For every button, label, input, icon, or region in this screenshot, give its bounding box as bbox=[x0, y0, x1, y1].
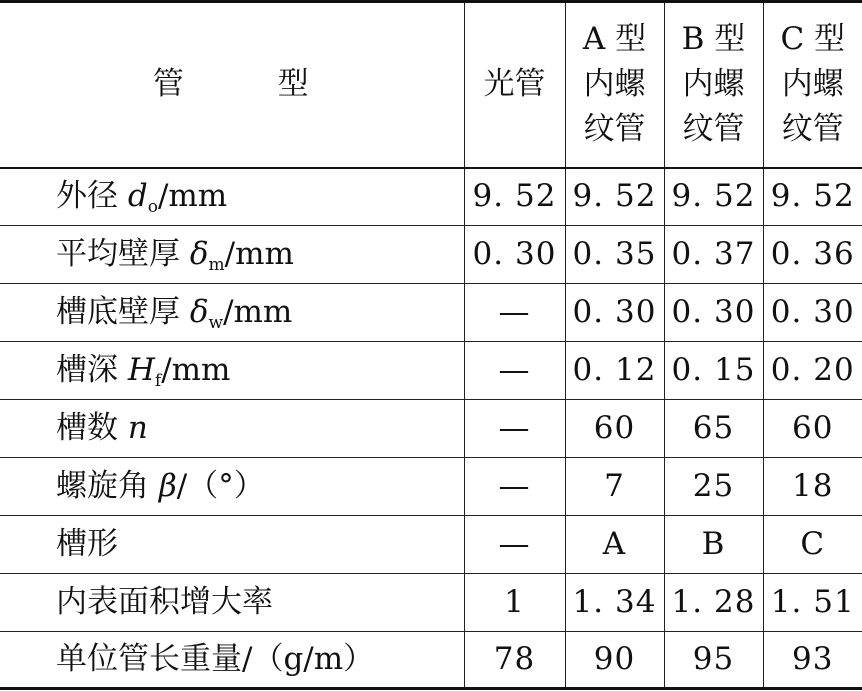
table-row bbox=[0, 284, 862, 342]
cell-type-a: 0. 35 bbox=[565, 226, 664, 284]
cell-smooth: 1 bbox=[464, 574, 565, 632]
cell-smooth: — bbox=[464, 400, 565, 458]
label-unit: /mm bbox=[161, 352, 231, 388]
header-type-c-line3: 纹管 bbox=[781, 111, 844, 148]
cell-type-c: 93 bbox=[763, 632, 862, 689]
cell-smooth: 0. 30 bbox=[464, 226, 565, 284]
header-type-c-line1: C 型 bbox=[780, 21, 846, 58]
cell-type-c: 1. 51 bbox=[763, 574, 862, 632]
header-type-b bbox=[664, 2, 763, 168]
label-symbol: δ bbox=[189, 294, 209, 330]
cell-type-a: 60 bbox=[565, 400, 664, 458]
cell-type-a: 7 bbox=[565, 458, 664, 516]
cell-type-b: 1. 28 bbox=[664, 574, 763, 632]
row-label bbox=[0, 168, 464, 226]
cell-type-b: 65 bbox=[664, 400, 763, 458]
label-text: 外径 bbox=[56, 178, 128, 215]
label-text: 槽底壁厚 bbox=[56, 294, 190, 330]
label-text: 槽形 bbox=[56, 526, 118, 562]
cell-type-c: 0. 20 bbox=[763, 342, 862, 400]
cell-type-c: C bbox=[763, 516, 862, 574]
header-tube-type-label: 管 型 bbox=[152, 66, 351, 103]
cell-type-c: 9. 52 bbox=[763, 168, 862, 226]
label-symbol: H bbox=[127, 352, 155, 388]
table-row bbox=[0, 574, 862, 632]
label-subscript: w bbox=[208, 313, 224, 333]
header-tube-type bbox=[0, 2, 464, 168]
header-type-b-line2: 内螺 bbox=[682, 66, 745, 103]
row-label bbox=[0, 342, 464, 400]
cell-type-b: 0. 30 bbox=[664, 284, 763, 342]
row-label bbox=[0, 516, 464, 574]
cell-type-b: 0. 15 bbox=[664, 342, 763, 400]
label-unit: /mm bbox=[224, 236, 294, 272]
label-text: 平均壁厚 bbox=[56, 236, 190, 272]
cell-type-b: 95 bbox=[664, 632, 763, 689]
cell-smooth: — bbox=[464, 458, 565, 516]
cell-smooth: 78 bbox=[464, 632, 565, 689]
cell-type-b: 25 bbox=[664, 458, 763, 516]
table-row bbox=[0, 226, 862, 284]
header-type-b-line3: 纹管 bbox=[682, 111, 745, 148]
cell-type-c: 18 bbox=[763, 458, 862, 516]
label-text: 内表面积增大率 bbox=[56, 584, 273, 620]
label-text: 螺旋角 bbox=[56, 468, 159, 504]
row-label bbox=[0, 226, 464, 284]
table-row bbox=[0, 458, 862, 516]
label-unit: /（°） bbox=[176, 468, 265, 504]
cell-type-b: B bbox=[664, 516, 763, 574]
header-type-c-line2: 内螺 bbox=[781, 66, 844, 103]
header-type-c bbox=[763, 2, 862, 168]
table-row bbox=[0, 632, 862, 689]
cell-type-c: 0. 30 bbox=[763, 284, 862, 342]
cell-type-c: 0. 36 bbox=[763, 226, 862, 284]
label-unit: /mm bbox=[223, 294, 293, 330]
cell-type-c: 60 bbox=[763, 400, 862, 458]
header-row bbox=[0, 2, 862, 168]
label-symbol: d bbox=[127, 178, 148, 215]
label-text: 槽深 bbox=[56, 352, 128, 388]
label-subscript: m bbox=[208, 255, 225, 275]
cell-smooth: — bbox=[464, 342, 565, 400]
row-label bbox=[0, 574, 464, 632]
table-row bbox=[0, 516, 862, 574]
header-smooth-tube bbox=[464, 2, 565, 168]
header-smooth-label: 光管 bbox=[483, 66, 546, 103]
label-text: 单位管长重量/（g/m） bbox=[56, 641, 375, 677]
label-symbol: n bbox=[127, 410, 148, 446]
cell-type-a: 0. 30 bbox=[565, 284, 664, 342]
row-label bbox=[0, 632, 464, 689]
table-row bbox=[0, 168, 862, 226]
cell-smooth: — bbox=[464, 284, 565, 342]
row-label bbox=[0, 458, 464, 516]
header-type-a bbox=[565, 2, 664, 168]
row-label bbox=[0, 284, 464, 342]
cell-type-b: 0. 37 bbox=[664, 226, 763, 284]
label-symbol: β bbox=[158, 468, 177, 504]
header-type-b-line1: B 型 bbox=[681, 21, 746, 58]
label-subscript: f bbox=[154, 371, 162, 391]
cell-type-a: 0. 12 bbox=[565, 342, 664, 400]
header-type-a-line2: 内螺 bbox=[583, 66, 646, 103]
label-unit: /mm bbox=[157, 178, 228, 215]
label-symbol: δ bbox=[189, 236, 209, 272]
cell-type-a: 9. 52 bbox=[565, 168, 664, 226]
cell-smooth: 9. 52 bbox=[464, 168, 565, 226]
table-row bbox=[0, 400, 862, 458]
cell-type-a: 1. 34 bbox=[565, 574, 664, 632]
header-type-a-line1: A 型 bbox=[582, 21, 647, 58]
header-type-a-line3: 纹管 bbox=[583, 111, 646, 148]
row-label bbox=[0, 400, 464, 458]
cell-type-b: 9. 52 bbox=[664, 168, 763, 226]
cell-smooth: — bbox=[464, 516, 565, 574]
table-row bbox=[0, 342, 862, 400]
label-subscript: o bbox=[147, 197, 158, 218]
label-text: 槽数 bbox=[56, 410, 128, 446]
cell-type-a: 90 bbox=[565, 632, 664, 689]
cell-type-a: A bbox=[565, 516, 664, 574]
